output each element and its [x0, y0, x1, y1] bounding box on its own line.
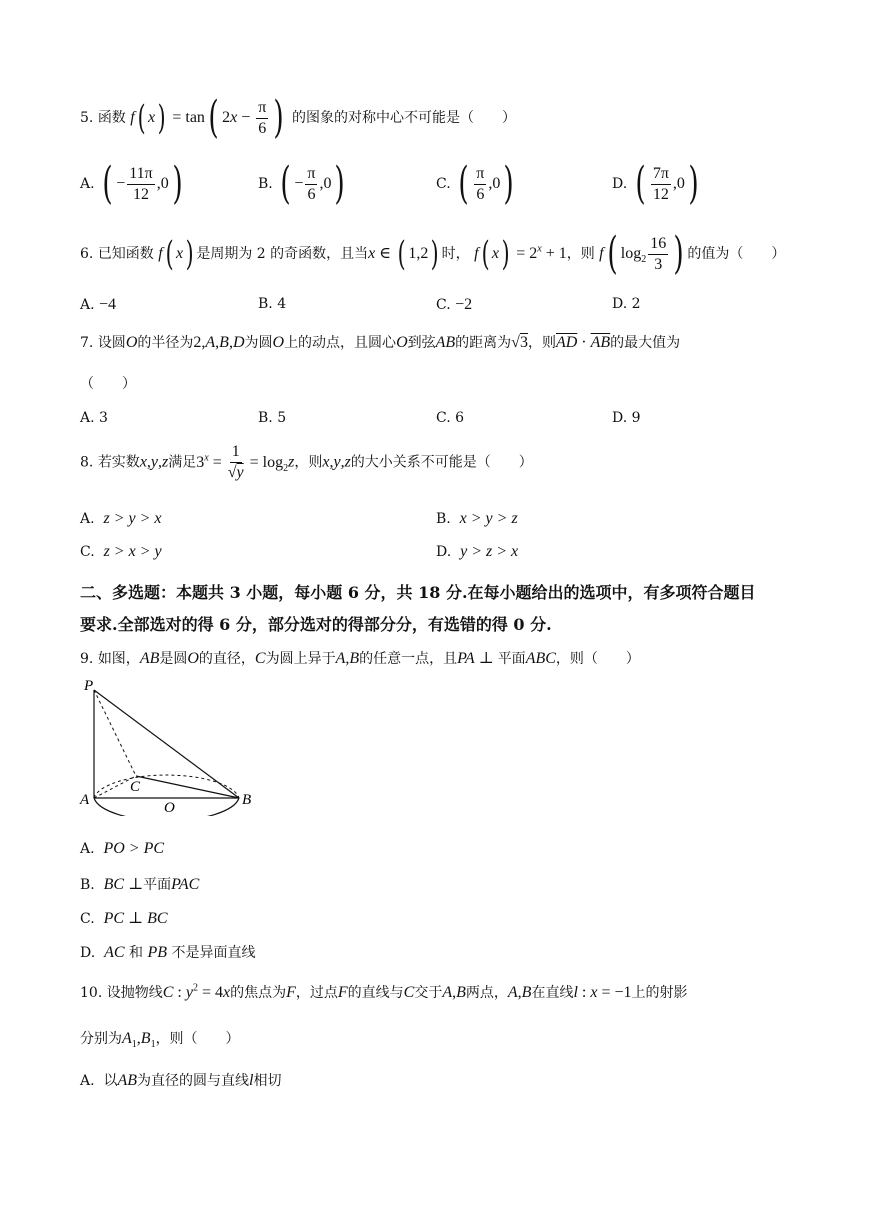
- option-value: −4: [99, 296, 117, 313]
- option-letter: C.: [436, 410, 451, 426]
- question-number: 7.: [80, 335, 94, 351]
- label-o: O: [164, 800, 175, 816]
- cone-figure: [78, 676, 258, 816]
- fraction: $\frac{16}{3}$: [650, 234, 667, 273]
- math-expr: f: [158, 245, 163, 262]
- math-expr: PA: [457, 650, 475, 667]
- math-expr: x: [322, 453, 330, 471]
- option-text: 为直径的圆与直线: [137, 1073, 250, 1089]
- option-value: z > x > y: [103, 543, 162, 560]
- option-letter: A.: [80, 841, 95, 857]
- section-heading-line1: 二、多选题：本题共 3 小题，每小题 6 分，共 18 分.在每小题给出的选项中，有多项符合题目: [80, 583, 756, 602]
- question-text: 的距离为: [455, 335, 512, 351]
- math-expr: C: [254, 650, 266, 667]
- question-text: ，则: [527, 335, 556, 351]
- option-value: 5: [277, 410, 287, 426]
- option-letter: D.: [612, 410, 628, 426]
- question-text: 的最大值为: [610, 335, 681, 351]
- question-text: 设圆: [97, 335, 126, 351]
- option-letter: C.: [80, 911, 95, 927]
- math-expr: B: [349, 650, 360, 667]
- math-expr: O: [187, 650, 199, 667]
- math-expr: = $\log_2$: [245, 453, 289, 474]
- math-expr: ,: [215, 334, 220, 351]
- q8-option-d: [436, 543, 518, 561]
- question-6: [80, 228, 786, 279]
- question-text: 满足: [168, 454, 197, 471]
- question-text: 的直线与: [347, 985, 404, 1001]
- math-expr: 2: [222, 109, 231, 126]
- q5-option-c: [436, 158, 518, 209]
- math-expr: C: [403, 984, 415, 1001]
- math-expr: −: [294, 175, 304, 192]
- option-letter: B.: [258, 176, 273, 192]
- paren: ): [334, 158, 346, 209]
- paren: ): [431, 234, 440, 274]
- question-text: ，则（ ）: [555, 651, 640, 667]
- math-expr: 2,: [193, 334, 206, 351]
- fraction: $\frac{\pi}{6}$: [476, 164, 485, 203]
- math-expr: ,: [340, 453, 345, 471]
- segment-pc: [94, 690, 136, 776]
- q7-option-b: [258, 410, 286, 426]
- q9-option-c: [80, 908, 168, 928]
- option-letter: D.: [612, 176, 628, 192]
- math-expr: 1,2: [408, 245, 429, 262]
- question-10-line2: [80, 1028, 240, 1050]
- label-a: A: [80, 792, 90, 808]
- option-value: x > y > z: [459, 510, 518, 527]
- question-text: 若实数: [97, 454, 140, 471]
- math-expr: $^2$ = 4: [192, 982, 223, 1001]
- q5-option-b: [258, 158, 349, 209]
- option-value: BC ⊥: [103, 876, 144, 893]
- math-expr: ,0: [488, 175, 501, 192]
- option-value: y > z > x: [460, 543, 519, 560]
- question-text: ，过点: [295, 985, 338, 1001]
- math-expr: x: [147, 109, 156, 126]
- math-expr: y: [333, 453, 341, 471]
- question-number: 9.: [80, 651, 94, 667]
- math-expr: √3: [511, 334, 528, 351]
- math-expr: C: [162, 984, 174, 1001]
- q9-option-d: [80, 942, 255, 962]
- math-expr: ,: [228, 334, 233, 351]
- option-letter: C.: [436, 176, 451, 192]
- question-text: 的焦点为: [230, 985, 287, 1001]
- q8-option-b: [436, 510, 518, 528]
- math-expr: :: [173, 984, 186, 1001]
- option-value: PAC: [171, 876, 200, 893]
- question-text: 平面: [497, 651, 526, 667]
- question-10: [80, 982, 688, 1002]
- option-value: z > y > x: [103, 510, 162, 527]
- math-expr: z: [162, 453, 169, 471]
- q5-option-a: [80, 158, 186, 209]
- math-expr: A: [507, 984, 518, 1001]
- option-value: AC: [104, 944, 125, 961]
- option-value: PB: [147, 944, 167, 961]
- question-text: 在直线: [531, 985, 574, 1001]
- question-text: 已知函数: [97, 246, 154, 262]
- option-letter: B.: [258, 410, 273, 426]
- option-letter: A.: [80, 176, 95, 192]
- question-text: 上的动点，且圆心: [284, 335, 397, 351]
- paren: (: [208, 92, 219, 143]
- math-expr: f: [474, 245, 479, 262]
- q7-option-a: [80, 410, 108, 426]
- option-letter: A.: [80, 297, 95, 313]
- paren: ): [185, 234, 194, 274]
- question-text: 交于: [414, 985, 443, 1001]
- question-text: 两点，: [465, 985, 508, 1001]
- option-letter: C.: [436, 297, 451, 313]
- option-value: 3: [99, 410, 108, 426]
- option-value: 9: [631, 410, 641, 426]
- math-expr: D: [232, 334, 245, 351]
- math-expr: F: [286, 984, 296, 1001]
- question-number: 5.: [80, 110, 94, 126]
- question-text: 的任意一点，且: [359, 651, 458, 667]
- math-expr: AB: [139, 650, 160, 667]
- math-expr: y: [185, 984, 193, 1001]
- option-letter: A.: [80, 410, 95, 426]
- math-expr: A: [122, 1030, 132, 1047]
- math-expr: ,: [452, 984, 457, 1001]
- label-c: C: [130, 779, 141, 795]
- paren: (: [397, 234, 406, 274]
- question-text: ，则: [294, 454, 323, 471]
- option-text: 以: [103, 1073, 118, 1089]
- paren: ): [688, 158, 699, 209]
- label-b: B: [242, 792, 252, 808]
- math-expr: ⊥: [474, 650, 498, 667]
- math-expr: = $2^x + 1$: [512, 243, 567, 262]
- fraction: $\frac{\pi}{6}$: [307, 164, 316, 203]
- question-text: 分别为: [80, 1031, 122, 1047]
- question-number: 10.: [80, 985, 103, 1001]
- option-letter: A.: [80, 1073, 95, 1089]
- option-value: PC ⊥ BC: [103, 910, 168, 927]
- math-expr: $\overline{AD}$: [555, 334, 578, 351]
- option-value: −2: [455, 296, 473, 313]
- question-text: 为圆上异于: [265, 651, 336, 667]
- question-text: 上的射影: [631, 985, 688, 1001]
- math-expr: −: [237, 109, 255, 126]
- q9-option-a: [80, 840, 164, 858]
- label-p: P: [84, 678, 94, 694]
- math-expr: B: [140, 1030, 151, 1047]
- question-7: [80, 332, 680, 352]
- math-expr: B: [219, 334, 229, 351]
- option-value: 6: [455, 410, 465, 426]
- question-text: 的直径，: [198, 651, 255, 667]
- math-expr: B: [521, 984, 532, 1001]
- q6-option-c: [436, 296, 472, 314]
- math-expr: ,0: [156, 175, 169, 192]
- math-expr: ,: [146, 453, 151, 471]
- option-letter: D.: [612, 296, 628, 312]
- math-expr: l: [573, 984, 578, 1001]
- question-text: 为圆: [244, 335, 273, 351]
- paren: (: [137, 98, 146, 138]
- option-value: 4: [277, 296, 287, 312]
- math-expr: ,0: [319, 175, 332, 192]
- segment-pb: [94, 690, 239, 798]
- q7-blank: （ ）: [80, 376, 136, 392]
- math-expr: :: [577, 984, 591, 1001]
- option-value: 2: [631, 296, 641, 312]
- option-letter: D.: [436, 544, 452, 560]
- math-expr: z: [344, 453, 351, 471]
- option-text: 平面: [143, 877, 172, 893]
- fraction: $\frac{1}{√y}$: [227, 443, 244, 481]
- paren: ): [503, 158, 515, 209]
- question-text: ，则: [566, 246, 595, 262]
- math-expr: AB: [435, 334, 456, 351]
- q5-option-d: [612, 158, 702, 209]
- question-number: 8.: [80, 454, 94, 471]
- option-letter: C.: [80, 544, 95, 560]
- math-expr: ∈: [375, 245, 396, 262]
- math-expr: A: [205, 334, 216, 351]
- option-letter: B.: [258, 296, 273, 312]
- math-expr: x: [491, 245, 499, 262]
- math-expr: x: [230, 109, 238, 126]
- question-number: 6.: [80, 246, 94, 262]
- math-expr: −: [116, 175, 126, 192]
- question-text: 的大小关系不可能是（ ）: [350, 454, 533, 471]
- question-text: 的值为（ ）: [687, 246, 786, 262]
- question-text: 函数: [97, 110, 126, 126]
- q6-option-a: [80, 296, 116, 314]
- math-expr: ·: [577, 334, 591, 351]
- paren: ): [673, 228, 684, 279]
- question-text: 是周期为 2 的奇函数，且当: [196, 246, 369, 262]
- paren: (: [481, 234, 490, 274]
- q8-option-c: [80, 543, 162, 561]
- option-value: AB: [117, 1072, 138, 1089]
- fraction: $\frac{11\pi}{12}$: [129, 164, 153, 203]
- math-expr: ,: [345, 650, 350, 667]
- math-expr: $_1$,: [131, 1030, 141, 1051]
- question-8: [80, 444, 533, 481]
- option-value: PO > PC: [103, 840, 165, 857]
- q9-option-b: [80, 874, 199, 894]
- question-text: 到弦: [407, 335, 436, 351]
- math-expr: A: [335, 650, 346, 667]
- paren: (: [102, 158, 113, 209]
- math-expr: $3^x$ =: [196, 452, 226, 471]
- math-expr: x: [368, 245, 376, 262]
- math-expr: A: [442, 984, 453, 1001]
- fraction: $\frac{\pi}{6}$: [258, 98, 267, 137]
- math-expr: z: [288, 453, 295, 471]
- q7-option-d: [612, 410, 641, 426]
- math-expr: ,: [158, 453, 163, 471]
- option-text: 和: [129, 945, 143, 961]
- question-text: 的半径为: [137, 335, 194, 351]
- math-expr: f: [599, 245, 604, 262]
- question-text: 如图，: [97, 651, 140, 667]
- option-value: l: [249, 1072, 254, 1089]
- q7-option-c: [436, 410, 464, 426]
- section-heading-line2: 要求.全部选对的得 6 分，部分选对的得部分分，有选错的得 0 分.: [80, 615, 552, 634]
- math-expr: O: [125, 334, 138, 351]
- paren: ): [157, 98, 166, 138]
- math-expr: O: [272, 334, 285, 351]
- paren: ): [172, 158, 183, 209]
- math-expr: 1: [150, 1039, 156, 1051]
- question-text: 是圆: [159, 651, 188, 667]
- math-expr: ,: [329, 453, 334, 471]
- paren: (: [607, 228, 618, 279]
- question-5: [80, 92, 516, 143]
- q10-option-a: [80, 1070, 281, 1090]
- math-expr: $\overline{AB}$: [590, 334, 611, 351]
- math-expr: x: [590, 984, 598, 1001]
- math-expr: $\log_2$: [620, 245, 647, 266]
- option-letter: B.: [436, 511, 451, 527]
- option-letter: A.: [80, 511, 95, 527]
- math-expr: F: [337, 984, 348, 1001]
- math-expr: ,0: [672, 175, 685, 192]
- question-text: 设抛物线: [106, 985, 163, 1001]
- math-expr: y: [150, 453, 159, 471]
- question-text: 时，: [441, 246, 470, 262]
- math-expr: x: [222, 984, 231, 1001]
- option-letter: D.: [80, 945, 96, 961]
- math-expr: ABC: [525, 650, 556, 667]
- math-expr: B: [456, 984, 466, 1001]
- math-expr: x: [175, 245, 184, 262]
- fraction: $\frac{7\pi}{12}$: [652, 164, 669, 203]
- math-expr: f: [130, 109, 135, 126]
- option-text: 不是异面直线: [171, 945, 256, 961]
- paren: (: [280, 158, 291, 209]
- q6-option-b: [258, 296, 286, 312]
- paren: ): [273, 92, 285, 143]
- paren: ): [501, 234, 510, 274]
- question-text: ，则（ ）: [155, 1031, 240, 1047]
- math-expr: x: [139, 453, 147, 471]
- math-expr: = tan: [168, 109, 205, 126]
- math-expr: ,: [517, 984, 522, 1001]
- question-text: 的图象的对称中心不可能是（ ）: [291, 110, 516, 126]
- paren: (: [165, 234, 174, 274]
- paren: (: [635, 158, 646, 209]
- math-expr: = −1: [597, 984, 632, 1001]
- q6-option-d: [612, 296, 641, 312]
- option-text: 相切: [253, 1073, 282, 1089]
- question-9: [80, 648, 640, 668]
- q8-option-a: [80, 510, 162, 528]
- option-letter: B.: [80, 877, 95, 893]
- math-expr: O: [396, 334, 408, 351]
- paren: (: [458, 158, 469, 209]
